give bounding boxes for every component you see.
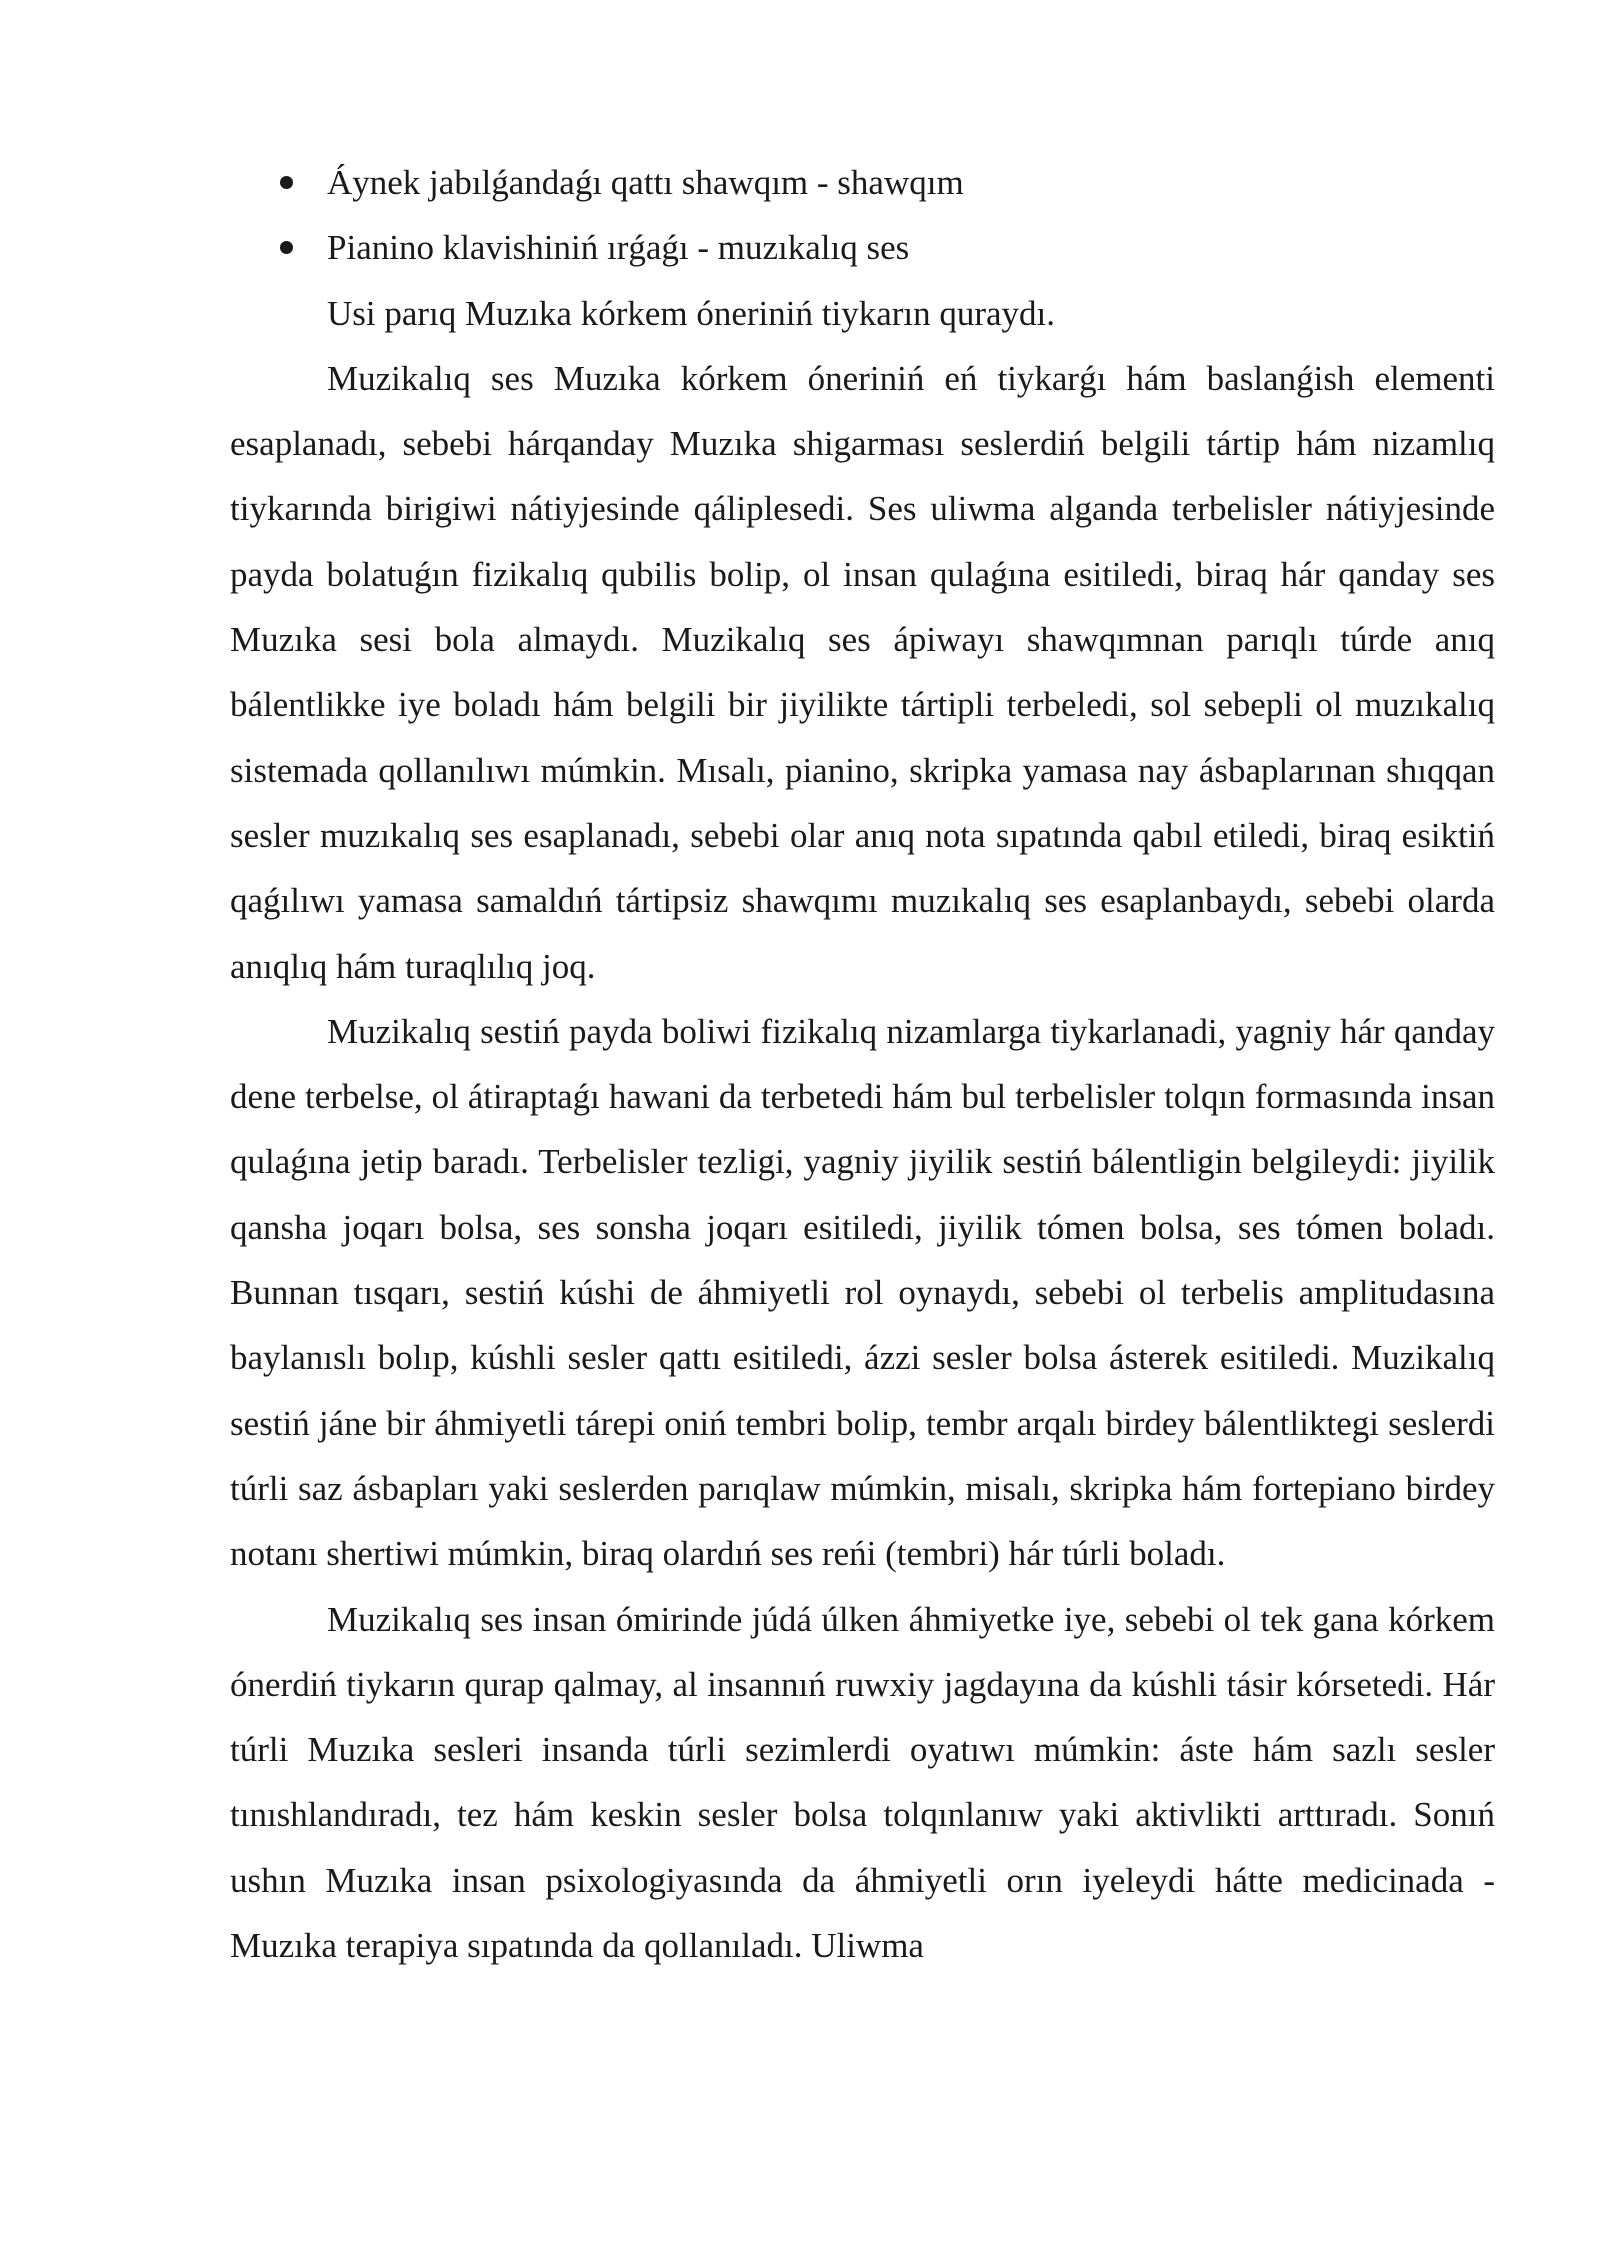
paragraph-summary: Usi parıq Muzıka kórkem óneriniń tiykarın quraydı.	[327, 293, 1056, 333]
bullet-list	[230, 150, 1495, 281]
bullet-item	[230, 150, 1495, 215]
paragraph-physics-of-sound: Muzikalıq sestiń payda boliwi fizikalıq nizamlarga tiykarlanadi, yagniy hár qanday dene terbelse, ol átiraptaǵı hawani da terbetedi hám bul terbelisler tolqın formasında insan qulaǵına jetip baradı. Terbelisler tezligi, yagniy jiyilik sestiń bálentligin belgileydi: jiyilik qansha joqarı bolsa, ses sonsha joqarı esitiledi, jiyilik tómen bolsa, ses tómen boladı. Bunnan tısqarı, sestiń kúshi de áhmiyetli rol oynaydı, sebebi ol terbelis amplitudasına baylanıslı bolıp, kúshli sesler qattı esitiledi, ázzi sesler bolsa ásterek esitiledi. Muzikalıq sestiń jáne bir áhmiyetli tárepi oniń tembri bolip, tembr arqalı birdey bálentliktegi seslerdi túrli saz ásbapları yaki seslerden parıqlaw múmkin, misalı, skripka hám fortepiano birdey notanı shertiwi múmkin, biraq olardıń ses reńi (tembri) hár túrli boladı.	[230, 1011, 1495, 1574]
bullet-dot-icon	[280, 176, 293, 189]
bullet-dot-icon	[280, 241, 293, 254]
bullet-text: Pianino klavishiniń ırǵaǵı - muzıkalıq ses	[327, 228, 910, 268]
bullet-item	[230, 215, 1495, 280]
paragraph-importance-of-sound: Muzikalıq ses insan ómirinde júdá úlken áhmiyetke iye, sebebi ol tek gana kórkem ónerdiń tiykarın qurap qalmay, al insannıń ruwxiy jagdayına da kúshli tásir kórsetedi. Hár túrli Muzıka sesleri insanda túrli sezimlerdi oyatıwı múmkin: áste hám sazlı sesler tınıshlandıradı, tez hám keskin sesler bolsa tolqınlanıw yaki aktivlikti arttıradı. Sonıń ushın Muzıka insan psixologiyasında da áhmiyetli orın iyeleydi hátte medicinada - Muzıka terapiya sıpatında da qollanıladı. Uliwma	[230, 1599, 1495, 1966]
document-page	[230, 150, 1495, 1978]
bullet-text: Áynek jabılǵandaǵı qattı shawqım - shawqım	[327, 163, 964, 202]
paragraph-musical-sound-definition: Muzikalıq ses Muzıka kórkem óneriniń eń tiykarǵı hám baslanǵish elementi esaplanadı, sebebi hárqanday Muzıka shigarması seslerdiń belgili tártip hám nizamlıq tiykarında birigiwi nátiyjesinde qáliplesedi. Ses uliwma alganda terbelisler nátiyjesinde payda bolatuǵın fizikalıq qubilis bolip, ol insan qulaǵına esitiledi, biraq hár qanday ses Muzıka sesi bola almaydı. Muzikalıq ses ápiwayı shawqımnan parıqlı túrde anıq bálentlikke iye boladı hám belgili bir jiyilikte tártipli terbeledi, sol sebepli ol muzıkalıq sistemada qollanılıwı múmkin. Mısalı, pianino, skripka yamasa nay ásbaplarınan shıqqan sesler muzıkalıq ses esaplanadı, sebebi olar anıq nota sıpatında qabıl etiledi, biraq esiktiń qaǵılıwı yamasa samaldıń tártipsiz shawqımı muzıkalıq ses esaplanbaydı, sebebi olarda anıqlıq hám turaqlılıq joq.	[230, 358, 1495, 986]
